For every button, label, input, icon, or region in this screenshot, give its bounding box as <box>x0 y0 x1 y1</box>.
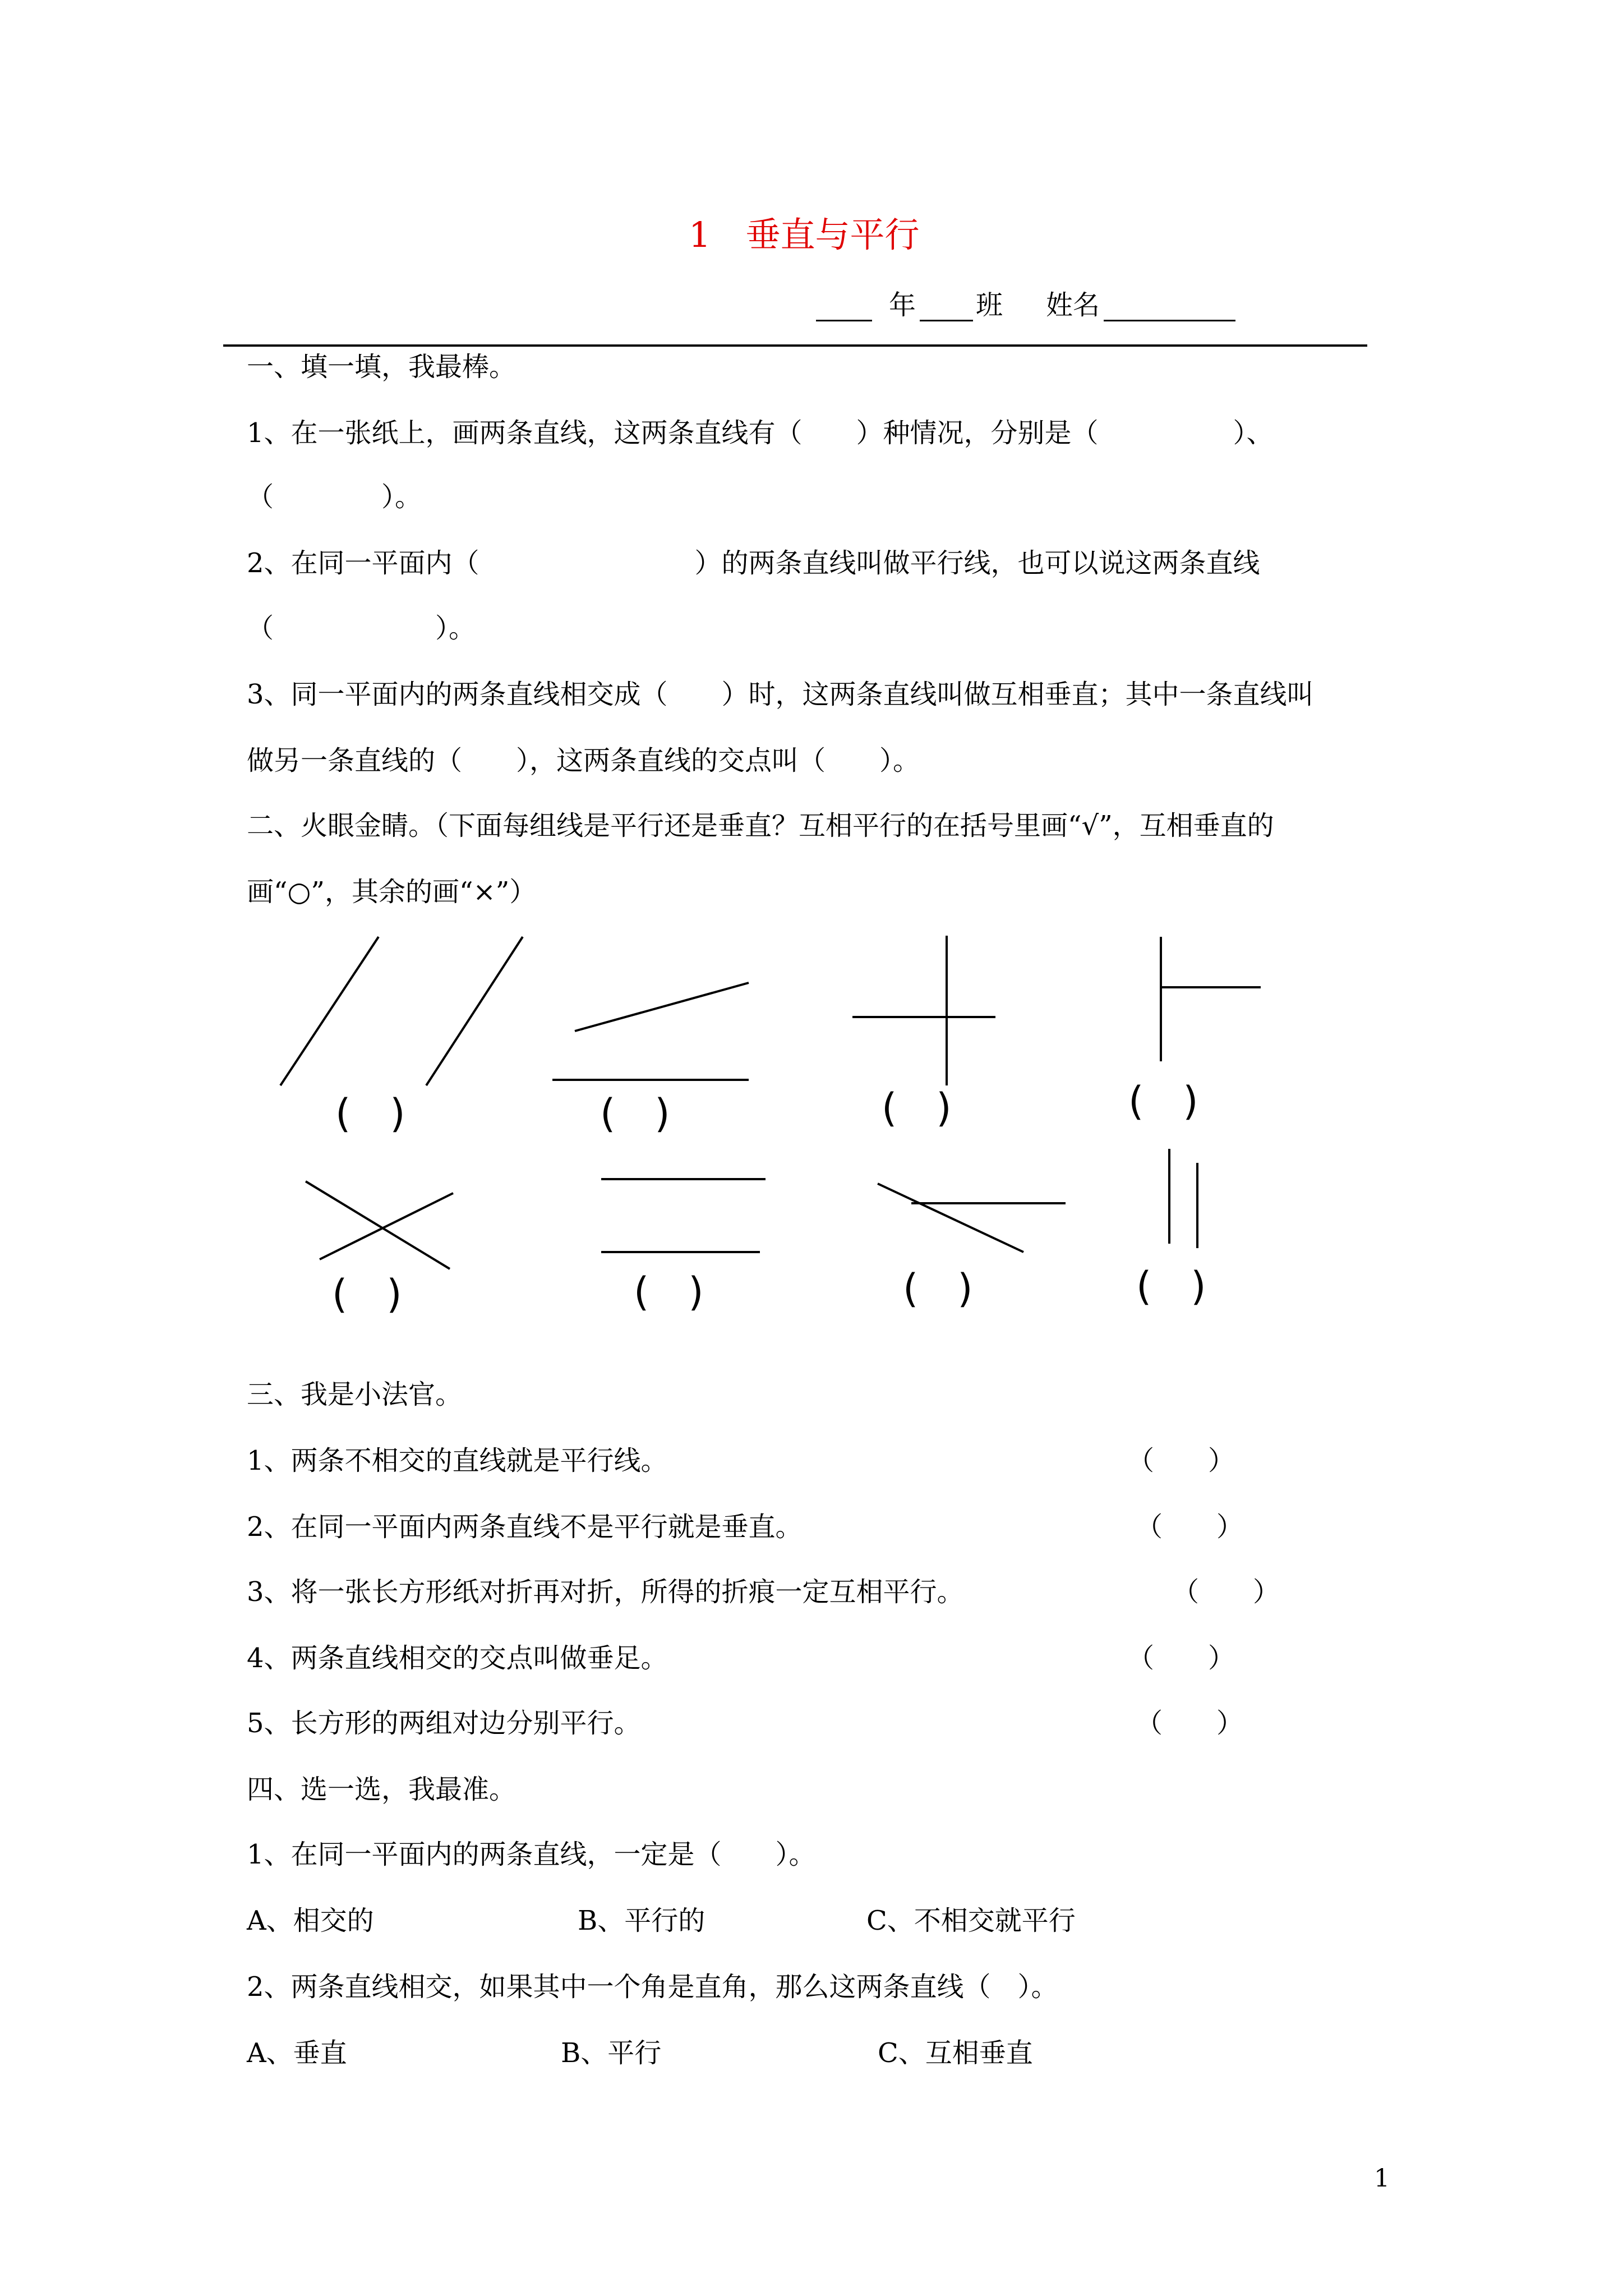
class-label: 班 <box>976 289 1003 321</box>
page-number: 1 <box>1374 2164 1390 2193</box>
figure-8-vertical-parallel-lines <box>1169 1149 1197 1248</box>
figure-5-x-lines <box>306 1181 453 1269</box>
figure-4-answer[interactable]: ( ) <box>1128 1078 1198 1124</box>
section4-q1-option-c[interactable]: C、不相交就平行 <box>866 1905 1076 1936</box>
section3-item-5-blank[interactable]: （ ） <box>1136 1708 1244 1739</box>
section3-item-1-blank[interactable]: （ ） <box>1127 1445 1235 1476</box>
section4-q1-option-b[interactable]: B、平行的 <box>578 1905 706 1936</box>
section3-item-5: 5、长方形的两组对边分别平行。 <box>247 1708 641 1739</box>
page-title: 1 垂直与平行 <box>689 214 920 255</box>
section1-q1-line2: （ ）。 <box>247 481 422 513</box>
section1-q2-line2: （ ）。 <box>247 613 476 644</box>
section2-heading-line1: 二、火眼金睛。（下面每组线是平行还是垂直？互相平行的在括号里画“√”，互相垂直的 <box>247 810 1274 841</box>
section4-heading: 四、选一选，我最准。 <box>247 1774 517 1805</box>
figure-6-answer[interactable]: ( ) <box>634 1269 704 1315</box>
figure-2-answer[interactable]: ( ) <box>600 1091 670 1137</box>
figure-3-cross-lines <box>852 936 995 1085</box>
figure-3-answer[interactable]: ( ) <box>882 1085 952 1131</box>
figure-7-answer[interactable]: ( ) <box>903 1266 973 1312</box>
figure-1-answer[interactable]: ( ) <box>335 1091 405 1137</box>
section1-q2-line1: 2、在同一平面内（ ）的两条直线叫做平行线，也可以说这两条直线 <box>247 547 1260 579</box>
section3-item-4: 4、两条直线相交的交点叫做垂足。 <box>247 1642 668 1674</box>
section1-heading: 一、填一填，我最棒。 <box>247 351 517 383</box>
section3-heading: 三、我是小法官。 <box>247 1379 463 1410</box>
section3-item-2-blank[interactable]: （ ） <box>1136 1511 1244 1543</box>
figure-6-horizontal-parallel-lines <box>601 1179 766 1252</box>
section3-item-4-blank[interactable]: （ ） <box>1127 1642 1235 1674</box>
section4-q2: 2、两条直线相交，如果其中一个角是直角，那么这两条直线（ ）。 <box>247 1971 1058 2003</box>
section2-heading-line2: 画“○”，其余的画“×”） <box>247 876 537 908</box>
section4-q2-option-b[interactable]: B、平行 <box>561 2037 662 2069</box>
section1-q1-line1: 1、在一张纸上，画两条直线，这两条直线有（ ）种情况，分别是（ ）、 <box>247 417 1274 449</box>
figure-5-answer[interactable]: ( ) <box>332 1271 402 1317</box>
section4-q1-option-a[interactable]: A、相交的 <box>247 1905 374 1936</box>
grade-label: 年 <box>889 289 916 321</box>
section3-item-3-blank[interactable]: （ ） <box>1172 1576 1280 1608</box>
section3-item-3: 3、将一张长方形纸对折再对折，所得的折痕一定互相平行。 <box>247 1576 964 1608</box>
section4-q2-option-c[interactable]: C、互相垂直 <box>878 2037 1033 2069</box>
figure-1-slanted-parallel-lines <box>280 937 523 1085</box>
section1-q3-line2: 做另一条直线的（ ），这两条直线的交点叫（ ）。 <box>247 745 920 776</box>
figure-2-converging-lines <box>552 983 749 1080</box>
section1-q3-line1: 3、同一平面内的两条直线相交成（ ）时，这两条直线叫做互相垂直；其中一条直线叫 <box>247 679 1314 710</box>
section3-item-2: 2、在同一平面内两条直线不是平行就是垂直。 <box>247 1511 803 1543</box>
figure-8-answer[interactable]: ( ) <box>1136 1263 1206 1309</box>
name-label: 姓名 <box>1046 289 1100 321</box>
figure-4-corner-lines <box>1161 937 1261 1061</box>
section4-q2-option-a[interactable]: A、垂直 <box>247 2037 347 2069</box>
figure-7-intersecting-lines <box>878 1184 1066 1252</box>
section4-q1: 1、在同一平面内的两条直线，一定是（ ）。 <box>247 1839 816 1870</box>
section3-item-1: 1、两条不相交的直线就是平行线。 <box>247 1445 668 1476</box>
